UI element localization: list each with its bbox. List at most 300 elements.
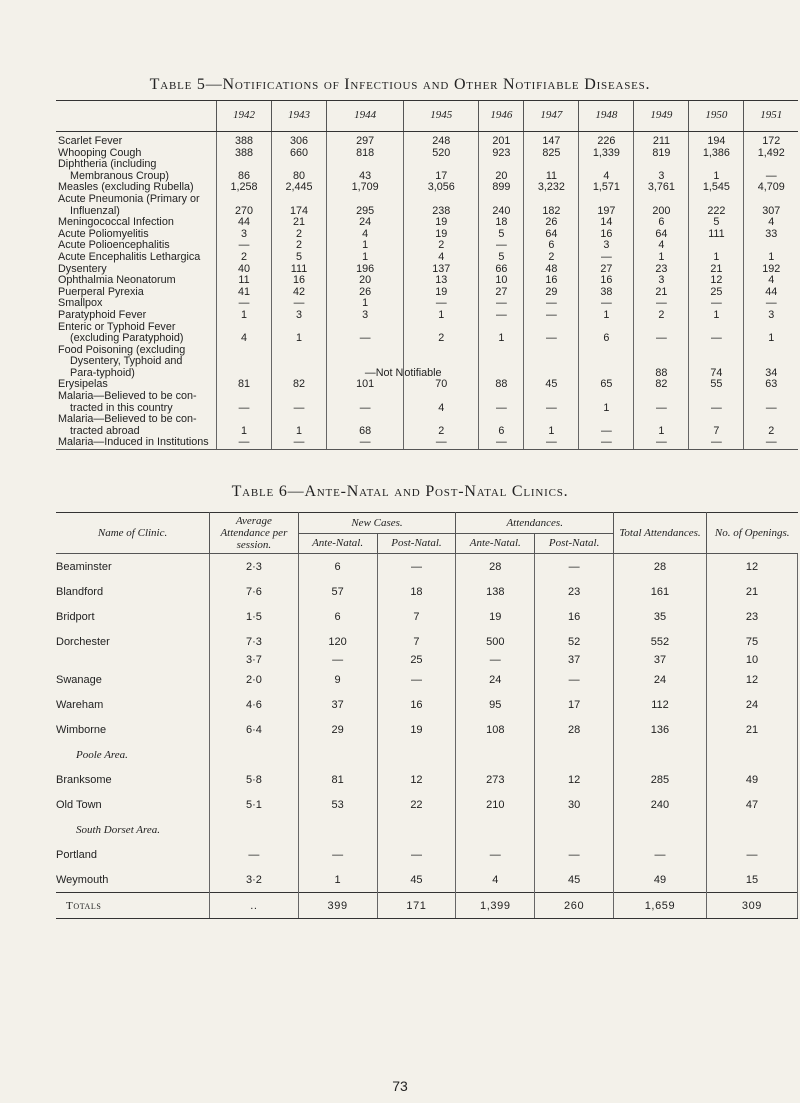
disease-row (56, 437, 798, 449)
header-att-ante-natal: Ante-Natal. (456, 533, 535, 554)
disease-row (56, 252, 798, 264)
clinic-value: 35 (614, 604, 707, 629)
notification-count (217, 194, 272, 206)
clinic-value: 18 (377, 579, 456, 604)
notification-count: 1 (689, 171, 744, 183)
notification-count: 11 (524, 171, 579, 183)
clinic-value: 24 (456, 667, 535, 692)
notification-count: 81 (217, 379, 272, 391)
area-section-row (56, 817, 798, 842)
empty-cell (535, 817, 614, 842)
notification-count (579, 194, 634, 206)
clinic-value: 53 (298, 792, 377, 817)
clinic-value: 16 (377, 692, 456, 717)
clinic-value: 24 (614, 667, 707, 692)
notification-count: 307 (744, 206, 798, 218)
header-attendances: Attendances. (456, 513, 614, 534)
notification-count (744, 391, 798, 403)
clinic-value: 138 (456, 579, 535, 604)
notification-count: 2 (634, 310, 689, 322)
notification-count (579, 345, 634, 357)
notification-count (689, 194, 744, 206)
clinic-value: 37 (535, 654, 614, 667)
notification-count: 1,709 (327, 182, 404, 194)
clinic-value: 2·0 (210, 667, 299, 692)
notification-count: 194 (689, 132, 744, 148)
notification-count: 1,386 (689, 148, 744, 160)
notification-count: 1,339 (579, 148, 634, 160)
clinic-value: 500 (456, 629, 535, 654)
notification-count: — (524, 310, 579, 322)
notification-count: 3 (634, 171, 689, 183)
notification-count (524, 356, 579, 368)
disease-name: Enteric or Typhoid Fever (58, 320, 176, 333)
notification-count: 196 (327, 264, 404, 276)
notification-count: 111 (689, 229, 744, 241)
notification-count (689, 391, 744, 403)
disease-name: Puerperal Pyrexia (58, 285, 144, 298)
notification-count: 4 (217, 333, 272, 345)
table5-header-row (56, 101, 798, 132)
notification-count: 4 (404, 403, 479, 415)
notification-count: 2 (524, 252, 579, 264)
empty-cell (377, 742, 456, 767)
disease-name: Acute Polioencephalitis (58, 239, 170, 252)
disease-name: Paratyphoid Fever (58, 308, 147, 321)
clinic-value: 49 (614, 867, 707, 893)
clinic-value: — (298, 842, 377, 867)
notification-count: 147 (524, 132, 579, 148)
clinic-value: 7 (377, 629, 456, 654)
clinic-value: 37 (298, 692, 377, 717)
notification-count: 4 (579, 171, 634, 183)
notification-count: 295 (327, 206, 404, 218)
clinic-value: 273 (456, 767, 535, 792)
disease-name: Malaria—Induced in Institutions (56, 437, 217, 449)
disease-name: Whooping Cough (58, 146, 142, 159)
disease-name: (excluding Paratyphoid) (70, 332, 184, 345)
notification-count: 19 (404, 217, 479, 229)
notification-count: 20 (327, 275, 404, 287)
clinic-value: 5·1 (210, 792, 299, 817)
clinic-value: 30 (535, 792, 614, 817)
notification-count (272, 391, 327, 403)
notification-count: 16 (272, 275, 327, 287)
notification-count: 41 (217, 287, 272, 299)
disease-row (56, 391, 798, 403)
notification-count: — (479, 437, 524, 449)
notification-count: 172 (744, 132, 798, 148)
notification-count: 1 (579, 403, 634, 415)
empty-cell (535, 742, 614, 767)
year-header: 1947 (524, 101, 579, 132)
clinic-value: 75 (706, 629, 797, 654)
notification-count: — (272, 403, 327, 415)
notification-count: 1,492 (744, 148, 798, 160)
disease-name: Ophthalmia Neonatorum (58, 274, 176, 287)
notification-count: 3 (579, 240, 634, 252)
notification-count: 48 (524, 264, 579, 276)
clinic-name: Wareham (56, 692, 210, 717)
notification-count: — (634, 333, 689, 345)
notification-count: — (634, 403, 689, 415)
totals-label: Totals (56, 893, 210, 919)
notification-count: 55 (689, 379, 744, 391)
clinic-name: Bridport (56, 604, 210, 629)
clinic-name: Dorchester (56, 629, 210, 654)
notification-count: — (744, 437, 798, 449)
notification-count: 80 (272, 171, 327, 183)
empty-cell (706, 817, 797, 842)
notification-count: 26 (524, 217, 579, 229)
disease-name: Measles (excluding Rubella) (58, 181, 194, 194)
notification-count: 5 (479, 229, 524, 241)
clinic-value: 6 (298, 554, 377, 580)
total-value: 260 (535, 893, 614, 919)
header-new-ante-natal: Ante-Natal. (298, 533, 377, 554)
clinic-value: 95 (456, 692, 535, 717)
notification-count: 200 (634, 206, 689, 218)
clinic-value: — (377, 667, 456, 692)
disease-row (56, 275, 798, 287)
clinic-value: 210 (456, 792, 535, 817)
notification-count: 388 (217, 148, 272, 160)
notification-count: 25 (689, 287, 744, 299)
notification-count: 1,545 (689, 182, 744, 194)
clinic-value: 12 (377, 767, 456, 792)
clinics-table (56, 512, 798, 919)
notification-count (404, 194, 479, 206)
notification-count: — (272, 437, 327, 449)
notification-count: 88 (479, 379, 524, 391)
clinic-value: 6 (298, 604, 377, 629)
clinic-row (56, 792, 798, 817)
notification-count: 520 (404, 148, 479, 160)
notification-count: 12 (689, 275, 744, 287)
clinic-value: 108 (456, 717, 535, 742)
notification-count: — (479, 240, 524, 252)
notification-count: 45 (524, 379, 579, 391)
notification-count: 1 (272, 426, 327, 438)
notification-count: 44 (217, 217, 272, 229)
notification-count: 3 (327, 310, 404, 322)
notification-count: otifiable (404, 368, 479, 380)
clinic-value: 1 (298, 867, 377, 893)
notification-count: 3 (634, 275, 689, 287)
notification-count: — (327, 437, 404, 449)
clinic-name: Weymouth (56, 867, 210, 893)
notification-count: — (689, 437, 744, 449)
empty-cell (377, 817, 456, 842)
clinic-row (56, 554, 798, 580)
notification-count: 240 (479, 206, 524, 218)
notification-count: 1 (217, 426, 272, 438)
notification-count: 11 (217, 275, 272, 287)
clinic-value: 7·6 (210, 579, 299, 604)
notification-count: 182 (524, 206, 579, 218)
notification-count: 2 (272, 229, 327, 241)
total-value: 1,399 (456, 893, 535, 919)
clinic-value: 12 (706, 554, 797, 580)
notification-count: 660 (272, 148, 327, 160)
clinic-row (56, 867, 798, 893)
notification-count: 201 (479, 132, 524, 148)
notification-count: 4 (744, 217, 798, 229)
year-header: 1944 (327, 101, 404, 132)
notification-count: — (524, 333, 579, 345)
notification-count: 818 (327, 148, 404, 160)
notification-count: 4 (404, 252, 479, 264)
clinic-value: 45 (377, 867, 456, 893)
clinic-value: 25 (377, 654, 456, 667)
notification-count (634, 194, 689, 206)
notification-count: — (524, 437, 579, 449)
clinic-value: 29 (298, 717, 377, 742)
year-header: 1946 (479, 101, 524, 132)
clinic-value: 17 (535, 692, 614, 717)
notification-count: 306 (272, 132, 327, 148)
disease-name: Smallpox (58, 297, 103, 310)
clinic-row (56, 717, 798, 742)
notification-count: 3,761 (634, 182, 689, 194)
disease-name: Scarlet Fever (58, 135, 123, 147)
clinic-value: 57 (298, 579, 377, 604)
clinic-value: 3·2 (210, 867, 299, 893)
totals-row (56, 893, 798, 919)
notification-count: 1,258 (217, 182, 272, 194)
notification-count: 7 (689, 426, 744, 438)
notification-count: — (579, 437, 634, 449)
header-att-post-natal: Post-Natal. (535, 533, 614, 554)
clinic-name: Blandford (56, 579, 210, 604)
notification-count (524, 194, 579, 206)
disease-row (56, 298, 798, 310)
clinic-value: 112 (614, 692, 707, 717)
notifications-table (56, 100, 798, 450)
notification-count: 819 (634, 148, 689, 160)
disease-name: Acute Pneumonia (Primary or (58, 192, 200, 205)
clinic-row (56, 579, 798, 604)
notification-count: — (327, 333, 404, 345)
notification-count: 24 (327, 217, 404, 229)
notification-count (217, 345, 272, 357)
notification-count: 238 (404, 206, 479, 218)
notification-count: 2 (404, 240, 479, 252)
notification-count: — (479, 298, 524, 310)
notification-count: 222 (689, 206, 744, 218)
notification-count: 1 (634, 252, 689, 264)
year-header: 1948 (579, 101, 634, 132)
disease-name: Dysentery (58, 262, 107, 275)
notification-count: 2 (744, 426, 798, 438)
clinic-value: — (377, 554, 456, 580)
notification-count: 16 (524, 275, 579, 287)
clinic-row (56, 604, 798, 629)
notification-count: — (689, 403, 744, 415)
clinic-value: — (456, 842, 535, 867)
disease-name: Acute Poliomyelitis (58, 227, 149, 240)
empty-cell (298, 742, 377, 767)
notification-count: 174 (272, 206, 327, 218)
notification-count: 1 (479, 333, 524, 345)
header-name-of-clinic: Name of Clinic. (56, 513, 210, 554)
notification-count: 86 (217, 171, 272, 183)
notification-count: 899 (479, 182, 524, 194)
notification-count (744, 345, 798, 357)
notification-count: 10 (479, 275, 524, 287)
disease-name: Dysentery, Typhoid and (70, 355, 183, 368)
clinic-value: — (456, 654, 535, 667)
notification-count: 65 (579, 379, 634, 391)
disease-name: Meningococcal Infection (58, 216, 174, 229)
disease-name: Malaria—Believed to be con- (58, 413, 197, 426)
total-value: 399 (298, 893, 377, 919)
page-number: 73 (392, 1078, 408, 1094)
area-section-label: South Dorset Area. (56, 817, 210, 842)
notification-count: 3 (744, 310, 798, 322)
total-value: 1,659 (614, 893, 707, 919)
notification-count: —Not N (327, 368, 404, 380)
notification-count: 270 (217, 206, 272, 218)
notification-count: 1 (272, 333, 327, 345)
notification-count: 6 (479, 426, 524, 438)
disease-name: tracted abroad (70, 424, 140, 437)
empty-cell (210, 742, 299, 767)
notification-count: 923 (479, 148, 524, 160)
empty-cell (614, 742, 707, 767)
notification-count: 43 (327, 171, 404, 183)
clinic-value: 81 (298, 767, 377, 792)
notification-count: 1 (579, 310, 634, 322)
notification-count: 6 (524, 240, 579, 252)
clinic-value: — (377, 842, 456, 867)
notification-count: 3,232 (524, 182, 579, 194)
clinic-value: 52 (535, 629, 614, 654)
empty-cell (614, 817, 707, 842)
notification-count: — (634, 437, 689, 449)
notification-count: 6 (634, 217, 689, 229)
clinic-value: — (614, 842, 707, 867)
notification-count: 297 (327, 132, 404, 148)
notification-count: — (634, 298, 689, 310)
notification-count: 18 (479, 217, 524, 229)
year-header: 1943 (272, 101, 327, 132)
clinic-value: 37 (614, 654, 707, 667)
clinic-value: 49 (706, 767, 797, 792)
clinic-value: 12 (706, 667, 797, 692)
notification-count: 70 (404, 379, 479, 391)
clinic-value: 1·5 (210, 604, 299, 629)
notification-count: 34 (744, 368, 798, 380)
clinic-value: 47 (706, 792, 797, 817)
notification-count: — (524, 403, 579, 415)
notification-count: 19 (404, 229, 479, 241)
notification-count: 26 (327, 287, 404, 299)
notification-count: 1,571 (579, 182, 634, 194)
notification-count (579, 356, 634, 368)
notification-count: — (579, 426, 634, 438)
disease-row (56, 368, 798, 380)
clinic-value: 6·4 (210, 717, 299, 742)
notification-count: 4 (634, 240, 689, 252)
notification-count (327, 391, 404, 403)
clinic-value: 240 (614, 792, 707, 817)
notification-count: 1 (744, 252, 798, 264)
disease-name: Diphtheria (including (58, 158, 157, 171)
notification-count (404, 345, 479, 357)
clinic-row (56, 767, 798, 792)
clinic-value: 7 (377, 604, 456, 629)
clinic-value: 19 (377, 717, 456, 742)
notification-count: 4 (744, 275, 798, 287)
clinic-value: 3·7 (210, 654, 299, 667)
table5-title: Table 5—Notifications of Infectious and Other Notifiable Diseases. (149, 76, 651, 93)
notification-count: 5 (479, 252, 524, 264)
clinic-value: 21 (706, 717, 797, 742)
disease-row (56, 132, 798, 148)
notification-count: 2 (404, 426, 479, 438)
notification-count: 63 (744, 379, 798, 391)
notification-count: 388 (217, 132, 272, 148)
header-new-cases: New Cases. (298, 513, 456, 534)
disease-row (56, 287, 798, 299)
clinic-value: — (535, 554, 614, 580)
notification-count: — (479, 403, 524, 415)
notification-count: 27 (479, 287, 524, 299)
notification-count: 4,709 (744, 182, 798, 194)
notification-count: — (689, 298, 744, 310)
area-section-label: Poole Area. (56, 742, 210, 767)
disease-name: Para-typhoid) (70, 366, 135, 379)
notification-count: 16 (579, 275, 634, 287)
notification-count: 66 (479, 264, 524, 276)
notification-count: 1 (634, 426, 689, 438)
clinic-value: 7·3 (210, 629, 299, 654)
notification-count: 38 (579, 287, 634, 299)
notification-count: 19 (404, 287, 479, 299)
notification-count: 3 (217, 229, 272, 241)
notification-count (524, 391, 579, 403)
clinic-name (56, 654, 210, 667)
table5-name-header (56, 101, 217, 132)
clinic-value: — (210, 842, 299, 867)
clinic-value: — (298, 654, 377, 667)
notification-count (404, 391, 479, 403)
notification-count: 5 (272, 252, 327, 264)
notification-count: 2 (272, 240, 327, 252)
notification-count: 3 (272, 310, 327, 322)
clinic-name: Beaminster (56, 554, 210, 580)
notification-count (634, 345, 689, 357)
notification-count (272, 345, 327, 357)
notification-count: — (744, 298, 798, 310)
clinic-name: Old Town (56, 792, 210, 817)
notification-count: — (479, 310, 524, 322)
notification-count (689, 345, 744, 357)
clinic-value: — (706, 842, 797, 867)
year-header: 1949 (634, 101, 689, 132)
disease-name: Acute Encephalitis Lethargica (58, 250, 201, 263)
empty-cell (456, 742, 535, 767)
disease-row (56, 148, 798, 160)
notification-count: 21 (634, 287, 689, 299)
notification-count: 16 (579, 229, 634, 241)
notification-count: 42 (272, 287, 327, 299)
clinic-value: 19 (456, 604, 535, 629)
notification-count: 192 (744, 264, 798, 276)
notification-count: 74 (689, 368, 744, 380)
header-new-post-natal: Post-Natal. (377, 533, 456, 554)
